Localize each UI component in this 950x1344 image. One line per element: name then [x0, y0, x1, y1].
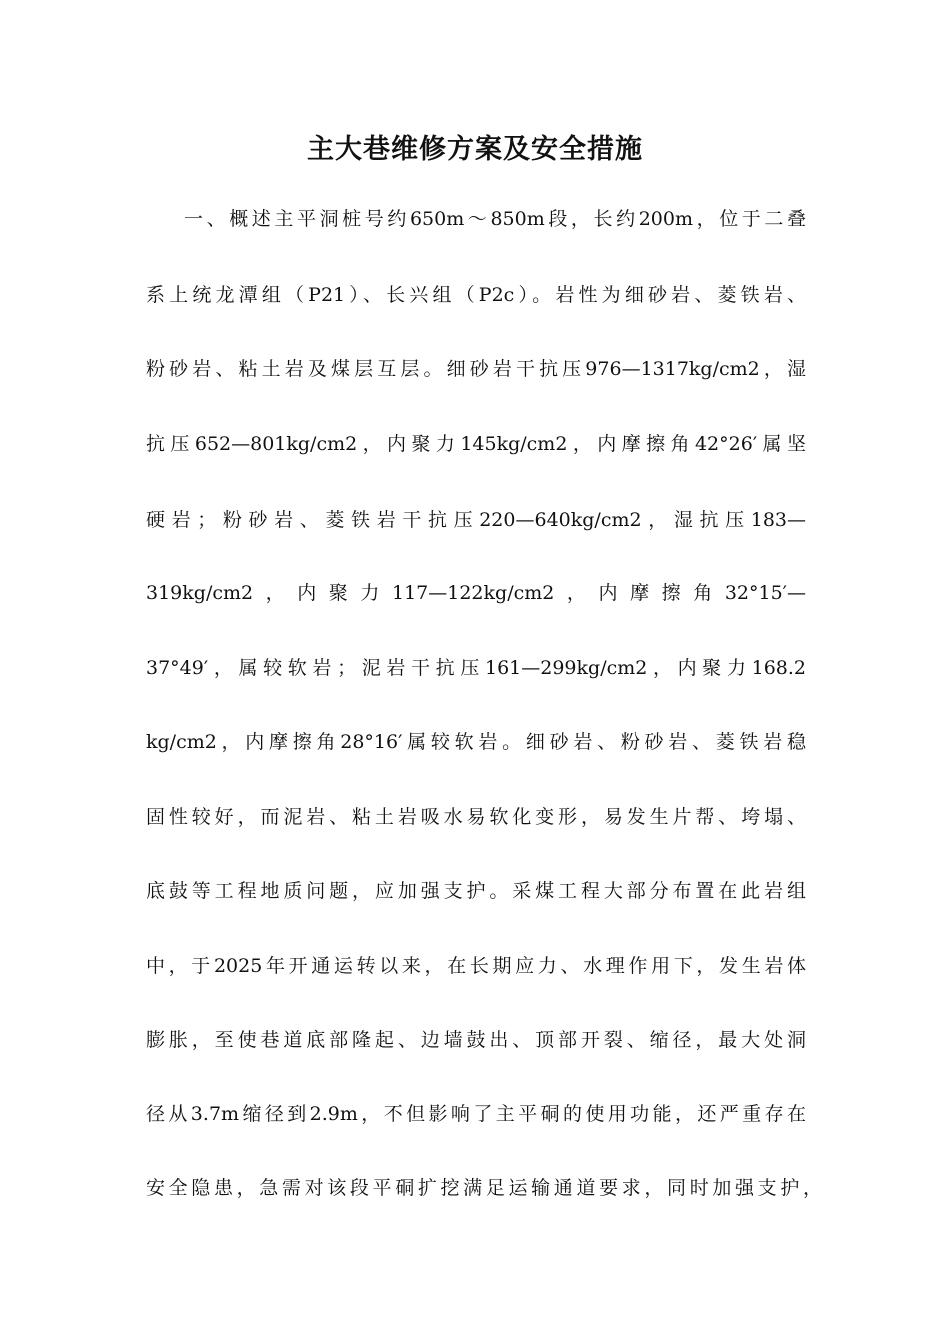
document-title: 主大巷维修方案及安全措施 [307, 134, 643, 165]
paragraph-line-5: 硬岩；粉砂岩、菱铁岩干抗压220—640kg/cm2，湿抗压183— [146, 509, 806, 531]
paragraph-line-3: 粉砂岩、粘土岩及煤层互层。细砂岩干抗压976—1317kg/cm2，湿 [146, 358, 806, 380]
paragraph-line-1: 一、概述主平洞桩号约650m～850m段，长约200m，位于二叠 [184, 208, 806, 230]
paragraph-line-12: 膨胀，至使巷道底部隆起、边墙鼓出、顶部开裂、缩径，最大处洞 [146, 1029, 806, 1051]
paragraph-line-9: 固性较好，而泥岩、粘土岩吸水易软化变形，易发生片帮、垮塌、 [146, 806, 806, 828]
paragraph-line-13: 径从3.7m缩径到2.9m，不但影响了主平硐的使用功能，还严重存在 [146, 1103, 806, 1125]
paragraph-line-4: 抗压652—801kg/cm2，内聚力145kg/cm2，内摩擦角42°26′属坚 [146, 433, 806, 455]
paragraph-line-14: 安全隐患，急需对该段平硐扩挖满足运输通道要求，同时加强支护， [146, 1177, 822, 1199]
paragraph-line-7: 37°49′，属较软岩；泥岩干抗压161—299kg/cm2，内聚力168.2 [146, 657, 806, 679]
paragraph-line-2: 系上统龙潭组（P21）、长兴组（P2c）。岩性为细砂岩、菱铁岩、 [146, 284, 806, 306]
paragraph-line-8: kg/cm2，内摩擦角28°16′属较软岩。细砂岩、粉砂岩、菱铁岩稳 [146, 731, 806, 753]
paragraph-line-6: 319kg/cm2，内聚力117—122kg/cm2，内摩擦角32°15′— [146, 582, 806, 604]
paragraph-line-10: 底鼓等工程地质问题，应加强支护。采煤工程大部分布置在此岩组 [146, 880, 806, 902]
paragraph-line-11: 中，于2025年开通运转以来，在长期应力、水理作用下，发生岩体 [146, 955, 806, 977]
